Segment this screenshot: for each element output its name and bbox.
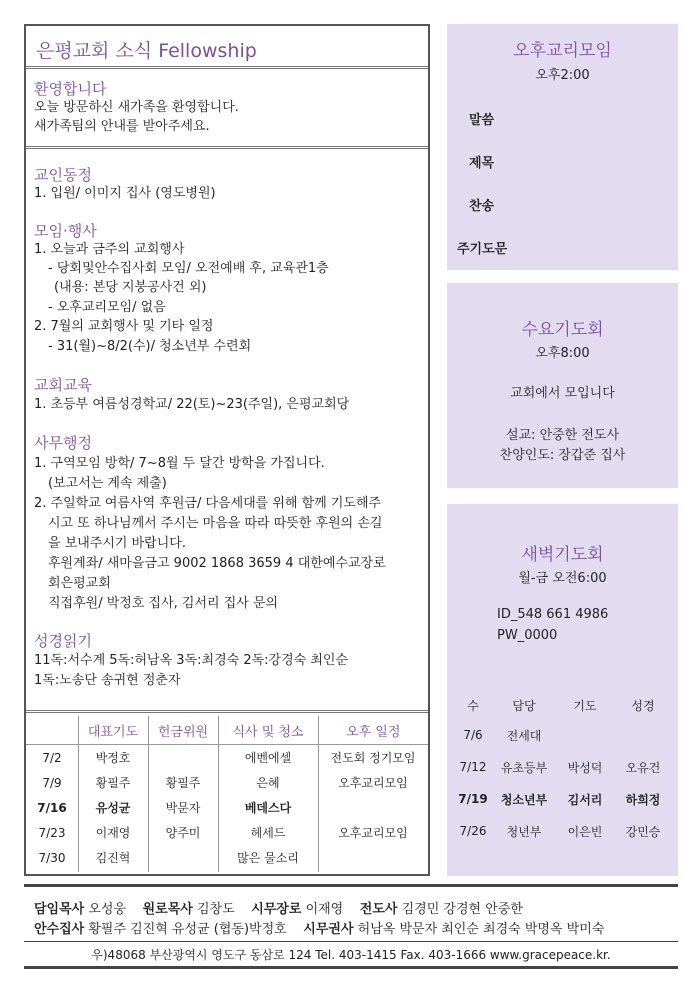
member-news-heading: 교인동정 (34, 166, 92, 184)
offering-cell (148, 845, 218, 870)
bible-line: 1독:노송단 송귀현 정춘자 (34, 673, 181, 688)
bible-cell: 오유건 (625, 760, 661, 775)
meal-cell: 은혜 (256, 776, 280, 790)
lead-cell: 유초등부 (500, 760, 548, 775)
meal-cell: 헤세드 (250, 826, 286, 840)
column-rule (78, 742, 79, 872)
footer-bottom-rule (24, 966, 678, 969)
staff-role: 원로목사 (142, 902, 193, 917)
table-row (26, 745, 428, 771)
staff-names: 이재영 (305, 902, 344, 917)
table-header: 성경 (631, 698, 655, 713)
date-cell: 7/2 (42, 750, 62, 765)
offering-cell (148, 745, 218, 771)
staff-role: 안수집사 (34, 922, 85, 937)
table-header: 수 (467, 698, 479, 713)
offering-cell: 양주미 (165, 826, 201, 840)
dawn-schedule-table (455, 691, 673, 847)
column-rule (318, 742, 319, 872)
afternoon-cell: 오후교리모임 (338, 826, 408, 840)
prayer-cell: 김진혁 (95, 851, 131, 865)
dawn-title: 새벽기도회 (521, 545, 604, 565)
staff-role: 시무장로 (251, 902, 302, 917)
wednesday-worship: 찬양인도: 장갑준 집사 (499, 448, 626, 463)
afternoon-cell: 오후교리모임 (338, 776, 408, 790)
afternoon-meeting-time: 오후2:00 (535, 68, 590, 83)
divider (26, 146, 428, 149)
wednesday-place: 교회에서 모입니다 (510, 386, 615, 401)
column-rule (218, 742, 219, 872)
title-label: 제목 (469, 156, 495, 171)
lead-cell: 청소년부 (500, 792, 548, 807)
news-panel (24, 24, 430, 876)
divider (26, 710, 428, 713)
prayer-cell: 김서리 (567, 792, 603, 807)
table-row (455, 751, 673, 783)
offering-cell: 황필주 (165, 776, 201, 790)
events-heading: 모임·행사 (34, 222, 97, 240)
staff-names: 김창도 (196, 902, 235, 917)
wednesday-time: 오후8:00 (535, 346, 590, 361)
table-row (455, 815, 673, 847)
date-cell: 7/23 (38, 825, 66, 840)
table-header (26, 716, 78, 745)
events-line: (내용: 본당 지붕공사건 외) (54, 280, 207, 295)
staff-line-1 (34, 900, 523, 919)
staff-line-2 (34, 920, 604, 939)
welcome-line: 새가족팀의 안내를 받아주세요. (34, 119, 210, 134)
table-header: 대표기도 (78, 716, 148, 745)
date-cell: 7/6 (463, 728, 483, 742)
events-line: - 당회및안수집사회 모임/ 오전예배 후, 교육관1층 (48, 261, 329, 276)
events-line: 2. 7월의 교회행사 및 기타 일정 (34, 319, 214, 334)
table-row (455, 719, 673, 751)
date-cell: 7/16 (37, 800, 67, 815)
table-header: 식사 및 청소 (218, 716, 318, 745)
events-line: - 31(월)~8/2(수)/ 청소년부 수련회 (48, 339, 252, 354)
bible-cell: 강민승 (625, 824, 661, 839)
staff-role: 담임목사 (34, 902, 85, 917)
admin-line: 1. 구역모임 방학/ 7~8월 두 달간 방학을 가집니다. (34, 456, 325, 471)
table-row (26, 770, 428, 795)
prayer-cell: 박성덕 (567, 760, 603, 775)
education-line: 1. 초등부 여름성경학교/ 22(토)~23(주일), 은평교회당 (34, 397, 350, 412)
events-line: 1. 오늘과 금주의 교회행사 (34, 242, 185, 257)
prayer-cell (557, 719, 613, 751)
bible-heading: 성경읽기 (34, 632, 92, 650)
admin-line: (보고서는 계속 제출) (48, 476, 167, 491)
welcome-line: 오늘 방문하신 새가족을 환영합니다. (34, 100, 239, 115)
meal-cell: 에벤에셀 (244, 751, 292, 765)
dawn-prayer-card (447, 504, 678, 876)
prayer-cell: 황필주 (95, 776, 131, 790)
afternoon-cell: 전도회 정기모임 (330, 751, 416, 765)
date-cell: 7/30 (38, 850, 66, 865)
admin-line: 을 보내주시기 바랍니다. (48, 536, 186, 551)
date-cell: 7/19 (458, 792, 488, 806)
table-row (26, 820, 428, 845)
admin-line: 회은평교회 (48, 576, 111, 591)
prayer-cell: 이은빈 (567, 824, 603, 839)
bible-cell (613, 719, 673, 751)
staff-names: 황필주 김진혁 유성균 (협동)박정호 (88, 922, 287, 937)
admin-line: 후원계좌/ 새마을금고 9002 1868 3659 4 대한예수교장로 (48, 556, 386, 571)
page-title: 은평교회 소식 Fellowship (36, 40, 257, 62)
wednesday-sermon: 설교: 안중한 전도사 (505, 428, 620, 443)
table-header: 헌금위원 (148, 716, 218, 745)
afternoon-cell (318, 845, 428, 870)
column-rule (148, 742, 149, 872)
admin-line: 직접후원/ 박정호 집사, 김서리 집사 문의 (48, 596, 279, 611)
staff-names: 김경민 강경현 안중한 (401, 902, 523, 917)
events-line: - 오후교리모임/ 없음 (48, 300, 166, 315)
date-cell: 7/26 (459, 824, 487, 838)
prayer-cell: 유성균 (95, 801, 131, 815)
table-row (26, 845, 428, 870)
service-schedule-table (26, 716, 428, 870)
bible-cell: 하희정 (625, 792, 661, 807)
wednesday-prayer-card (447, 283, 678, 488)
dawn-time: 월-금 오전6:00 (518, 571, 607, 586)
zoom-password: PW_0000 (497, 628, 558, 643)
wednesday-title: 수요기도회 (521, 320, 604, 340)
table-row (455, 783, 673, 815)
sermon-label: 말씀 (469, 113, 495, 128)
meal-cell: 많은 물소리 (237, 851, 299, 865)
lords-prayer-label: 주기도문 (457, 242, 508, 257)
afternoon-meeting-title: 오후교리모임 (513, 41, 612, 61)
table-header: 기도 (573, 698, 597, 713)
table-header: 오후 일정 (318, 716, 428, 745)
prayer-cell: 박정호 (95, 751, 131, 765)
staff-role: 시무권사 (303, 922, 354, 937)
afternoon-meeting-card (447, 24, 678, 270)
welcome-heading: 환영합니다 (34, 80, 107, 98)
admin-line: 시고 또 하나님께서 주시는 마음을 따라 따뜻한 후원의 손길 (48, 516, 383, 531)
table-row (26, 795, 428, 820)
footer-rule (24, 884, 678, 887)
afternoon-cell (318, 795, 428, 820)
staff-role: 전도사 (359, 902, 398, 917)
divider (26, 66, 428, 69)
offering-cell: 박문자 (165, 801, 201, 815)
member-news-line: 1. 입원/ 이미지 집사 (영도병원) (34, 186, 216, 201)
bible-line: 11독:서수계 5독:허남옥 3독:최경숙 2독:강경숙 최인순 (34, 653, 349, 668)
footer-divider (24, 941, 678, 942)
lead-cell: 전세대 (506, 728, 542, 743)
date-cell: 7/9 (42, 775, 62, 790)
table-header: 담당 (512, 698, 536, 713)
staff-names: 허남옥 박문자 최인순 최경숙 박명옥 박미숙 (357, 922, 605, 937)
meal-cell: 베데스다 (244, 801, 292, 815)
date-cell: 7/12 (459, 760, 487, 774)
lead-cell: 청년부 (506, 824, 542, 839)
prayer-cell: 이재영 (95, 826, 131, 840)
hymn-label: 찬송 (469, 199, 495, 214)
admin-line: 2. 주일학교 여름사역 후원금/ 다음세대를 위해 함께 기도해주 (34, 496, 382, 511)
admin-heading: 사무행정 (34, 434, 92, 452)
zoom-id: ID_548 661 4986 (497, 607, 609, 622)
staff-names: 오성웅 (88, 902, 127, 917)
church-address: 우)48068 부산광역시 영도구 동삼로 124 Tel. 403-1415 Fax. 403-1666 www.gracepeace.kr. (91, 948, 611, 962)
education-heading: 교회교육 (34, 376, 92, 394)
